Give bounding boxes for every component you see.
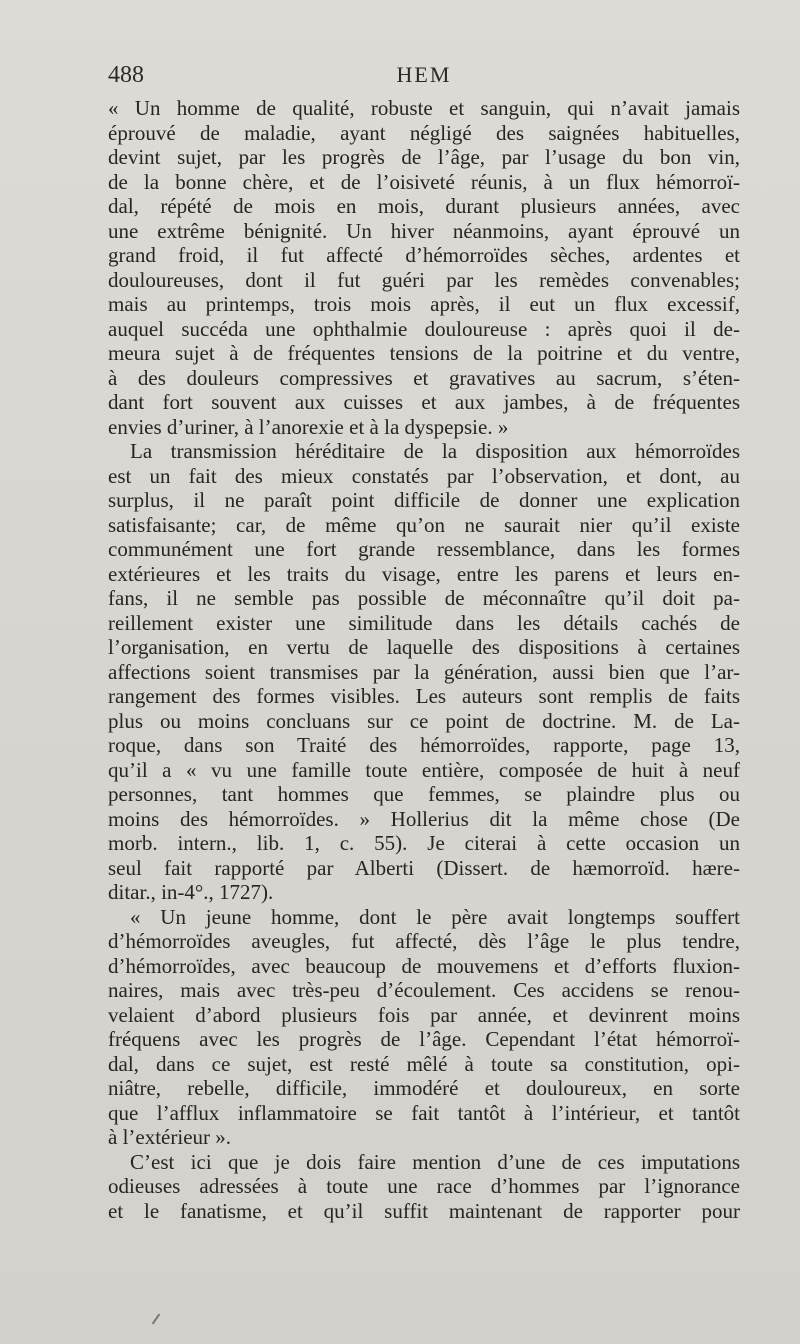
text-line: d’hémorroïdes aveugles, fut affecté, dès l’âge le plus tendre, <box>108 929 740 953</box>
text-line: de la bonne chère, et de l’oisiveté réunis, à un flux hémorroï- <box>108 169 740 194</box>
page-header <box>108 62 740 92</box>
text-line: mais au printemps, trois mois après, il eut un flux excessif, <box>108 292 740 316</box>
text-line: satisfaisante; car, de même qu’on ne saurait nier qu’il existe <box>108 512 740 537</box>
text-line: l’organisation, en vertu de laquelle des dispositions à certaines <box>108 635 740 659</box>
text-line: reillement exister une similitude dans les détails cachés de <box>108 610 740 635</box>
text-line: est un fait des mieux constatés par l’observation, et dont, au <box>108 463 740 488</box>
text-line: seul fait rapporté par Alberti (Dissert. de hæmorroïd. hære- <box>108 855 740 880</box>
text-line: personnes, tant hommes que femmes, se plaindre plus ou <box>108 782 740 806</box>
text-line: devint sujet, par les progrès de l’âge, par l’usage du bon vin, <box>108 145 740 169</box>
text-line: à des douleurs compressives et gravatives au sacrum, s’éten- <box>108 365 740 390</box>
text-line: niâtre, rebelle, difficile, immodéré et douloureux, en sorte <box>108 1076 740 1100</box>
text-line: dal, répété de mois en mois, durant plusieurs années, avec <box>108 194 740 218</box>
text-line: qu’il a « vu une famille toute entière, composée de huit à neuf <box>108 757 740 782</box>
text-line: auquel succéda une ophthalmie douloureuse : après quoi il de- <box>108 316 740 341</box>
page-number: 488 <box>108 62 144 88</box>
text-line: roque, dans son Traité des hémorroïdes, rapporte, page 13, <box>108 733 740 757</box>
text-line: éprouvé de maladie, ayant négligé des saignées habituelles, <box>108 120 740 145</box>
text-line: ditar., in-4°., 1727). <box>108 880 274 904</box>
text-line: dal, dans ce sujet, est resté mêlé à toute sa constitution, opi- <box>108 1051 740 1076</box>
text-line: envies d’uriner, à l’anorexie et à la dyspepsie. » <box>108 414 509 439</box>
text-line: odieuses adressées à toute une race d’hommes par l’ignorance <box>108 1174 740 1198</box>
body-text <box>108 96 740 1223</box>
text-line: meura sujet à de fréquentes tensions de la poitrine et du ventre, <box>108 341 740 365</box>
text-line: rangement des formes visibles. Les auteurs sont remplis de faits <box>108 684 740 708</box>
text-line: communément une fort grande ressemblance, dans les formes <box>108 537 740 561</box>
text-line: une extrême bénignité. Un hiver néanmoins, ayant éprouvé un <box>108 218 740 243</box>
text-line: moins des hémorroïdes. » Hollerius dit la même chose (De <box>108 806 740 831</box>
text-line: morb. intern., lib. 1, c. 55). Je citerai à cette occasion un <box>108 831 740 855</box>
running-head: HEM <box>396 62 452 87</box>
text-line: extérieures et les traits du visage, entre les parens et leurs en- <box>108 561 740 586</box>
text-line: fréquens avec les progrès de l’âge. Cependant l’état hémorroï- <box>108 1027 740 1051</box>
text-line: surplus, il ne paraît point difficile de donner une explication <box>108 488 740 512</box>
pencil-mark <box>152 1314 161 1325</box>
text-line: affections soient transmises par la génération, aussi bien que l’ar- <box>108 659 740 684</box>
text-line: à l’extérieur ». <box>108 1125 232 1149</box>
text-line: grand froid, il fut affecté d’hémorroïdes sèches, ardentes et <box>108 243 740 267</box>
text-line: « Un homme de qualité, robuste et sanguin, qui n’avait jamais <box>108 96 740 120</box>
text-line: douloureuses, dont il fut guéri par les remèdes convenables; <box>108 267 740 292</box>
text-line: d’hémorroïdes, avec beaucoup de mouvemens et d’efforts fluxion- <box>108 953 740 978</box>
text-line: et le fanatisme, et qu’il suffit maintenant de rapporter pour <box>108 1198 740 1223</box>
text-line: velaient d’abord plusieurs fois par année, et devinrent moins <box>108 1002 740 1027</box>
text-line: fans, il ne semble pas possible de méconnaître qu’il doit pa- <box>108 586 740 610</box>
text-line: « Un jeune homme, dont le père avait longtemps souffert <box>130 904 740 929</box>
text-line: plus ou moins concluans sur ce point de doctrine. M. de La- <box>108 708 740 733</box>
text-line: naires, mais avec très-peu d’écoulement. Ces accidens se renou- <box>108 978 740 1002</box>
text-line: dant fort souvent aux cuisses et aux jambes, à de fréquentes <box>108 390 740 414</box>
text-line: que l’afflux inflammatoire se fait tantôt à l’intérieur, et tantôt <box>108 1100 740 1125</box>
text-line: C’est ici que je dois faire mention d’une de ces imputations <box>130 1149 740 1174</box>
text-line: La transmission héréditaire de la disposition aux hémorroïdes <box>130 439 740 463</box>
